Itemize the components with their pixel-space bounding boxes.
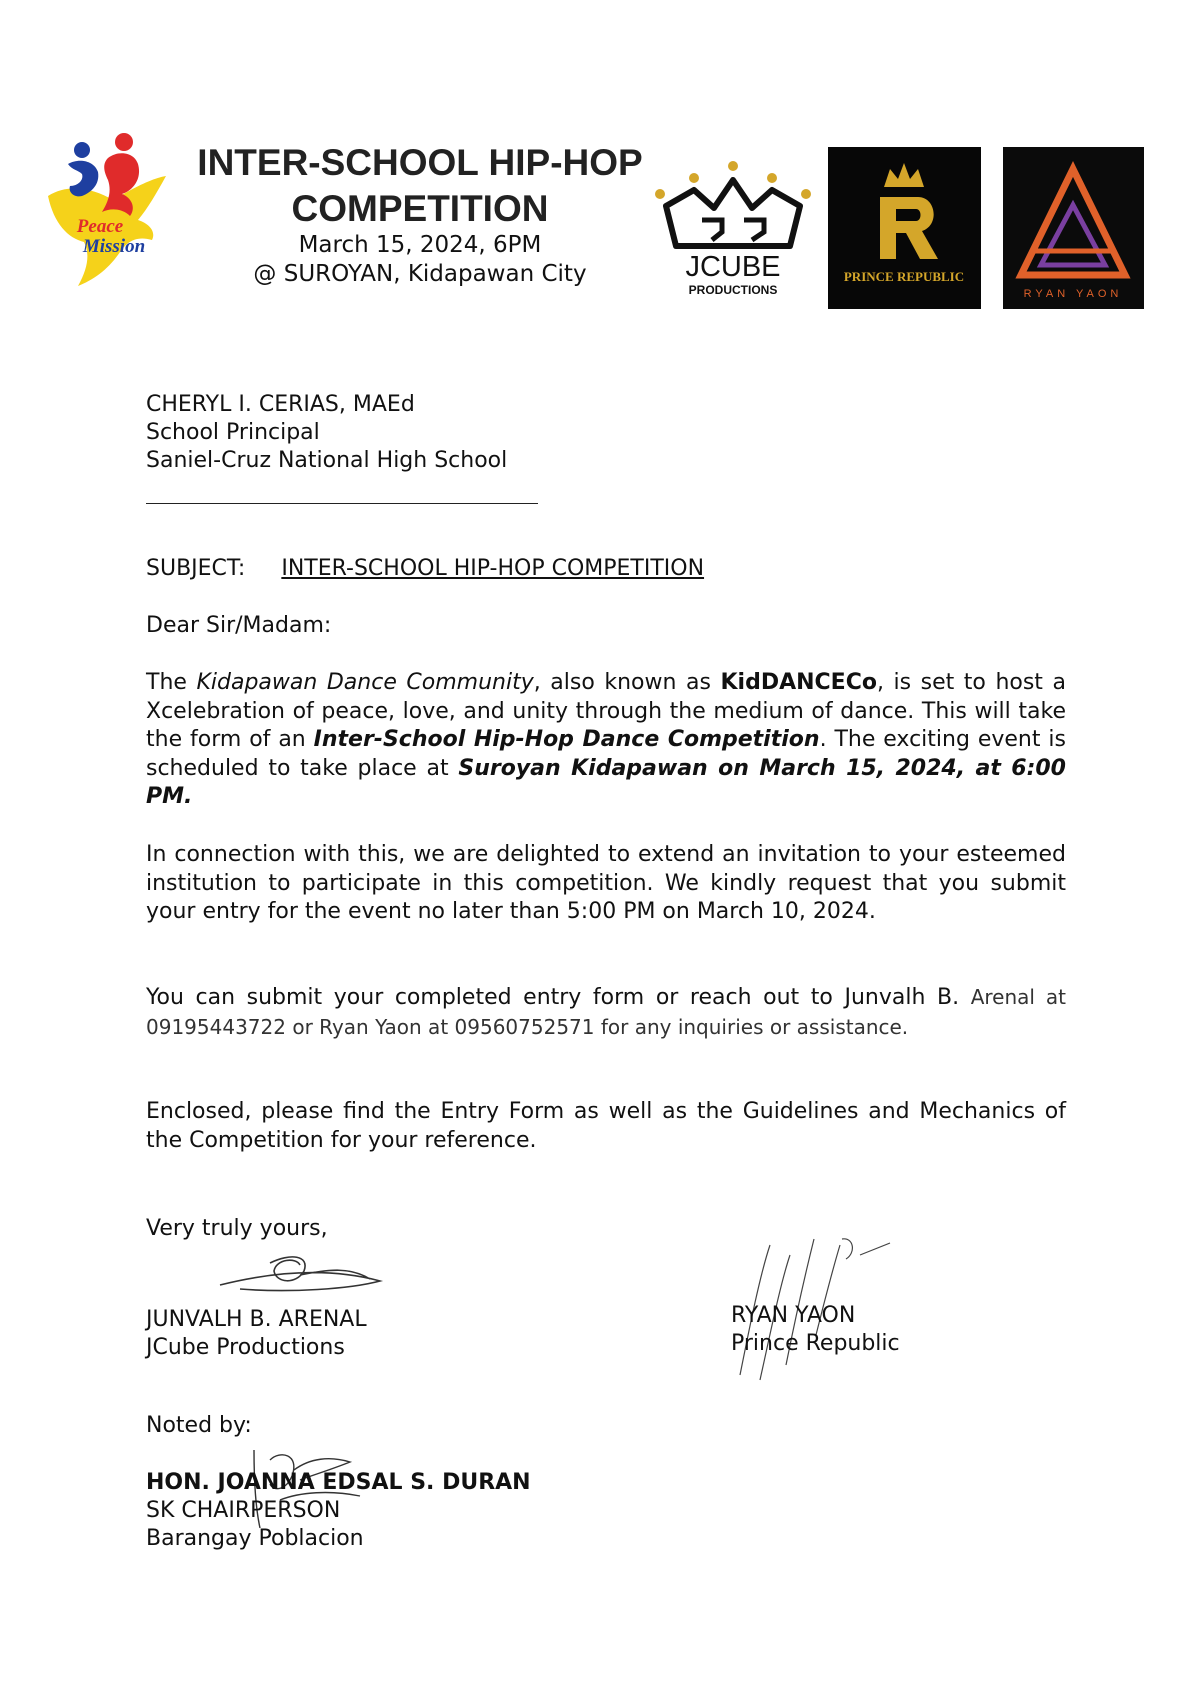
noted-name: HON. JOANNA EDSAL S. DURAN [146,1470,531,1495]
noted-place: Barangay Poblacion [146,1526,364,1551]
prince-republic-text: PRINCE REPUBLIC [843,269,965,284]
jcube-name: JCUBE [685,251,781,283]
jcube-sub: PRODUCTIONS [688,283,778,297]
signature-arenal [200,1245,410,1315]
closing: Very truly yours, [146,1216,328,1241]
p1-a: The [146,670,197,695]
p1-e: , is set to host a Xcelebration of peace, love, and unity through the medium of dance. This will take the form of an [146,670,1066,752]
subject-label: SUBJECT: [146,556,246,581]
right-signatory-org: Prince Republic [731,1331,900,1356]
recipient-position: School Principal [146,420,320,445]
left-signatory-name: JUNVALH B. ARENAL [146,1307,367,1332]
paragraph-intro [146,669,1066,812]
noted-label: Noted by: [146,1413,252,1438]
event-venue: @ SUROYAN, Kidapawan City [253,261,587,287]
peace-mission-logo [38,128,170,296]
ryan-yaon-logo [1003,147,1144,309]
p1-g: . The exciting event is scheduled to take place at [146,727,1066,781]
p1-h: Suroyan Kidapawan on March 15, 2024, at 6:00 PM. [146,755,1066,809]
paragraph-contact [146,983,1066,1042]
p1-b: Kidapawan Dance Community [196,670,534,695]
event-date: March 15, 2024, 6PM [298,232,542,258]
address-underline [146,503,538,504]
recipient-school: Saniel-Cruz National High School [146,448,508,473]
jcube-logo [652,160,814,300]
prince-republic-logo [828,147,981,309]
subject-line [146,555,1066,584]
salutation: Dear Sir/Madam: [146,613,332,638]
noted-title: SK CHAIRPERSON [146,1498,341,1523]
subject-text: INTER-SCHOOL HIP-HOP COMPETITION [281,556,705,581]
paragraph-enclosed: Enclosed, please find the Entry Form as well as the Guidelines and Mechanics of the Competition for your reference. [146,1099,1066,1153]
title-line-2: COMPETITION [291,188,549,229]
peace-text: Peace [76,216,124,237]
ryan-yaon-text: RYAN YAON [1023,288,1123,300]
title-line-1: INTER-SCHOOL HIP-HOP [197,142,643,183]
p1-c: , also known as [533,670,721,695]
left-signatory-org: JCube Productions [146,1335,345,1360]
right-signatory-name: RYAN YAON [731,1303,856,1328]
p1-d: KidDANCECo [720,670,877,695]
p1-f: Inter-School Hip-Hop Dance Competition [313,727,820,752]
mission-text: Mission [82,236,146,257]
p3-a: You can submit your completed entry form or reach out to Junvalh B. [146,985,960,1010]
paragraph-invitation: In connection with this, we are delighted to extend an invitation to your esteemed institution to participate in this competition. We kindly request that you submit your entry for the event no later than 5:00 PM on March 10, 2024. [146,842,1066,924]
recipient-name: CHERYL I. CERIAS, MAEd [146,392,415,417]
p3-b: Arenal at 09195443722 or Ryan Yaon at 09560752571 for any inquiries or assistance. [146,985,1067,1039]
